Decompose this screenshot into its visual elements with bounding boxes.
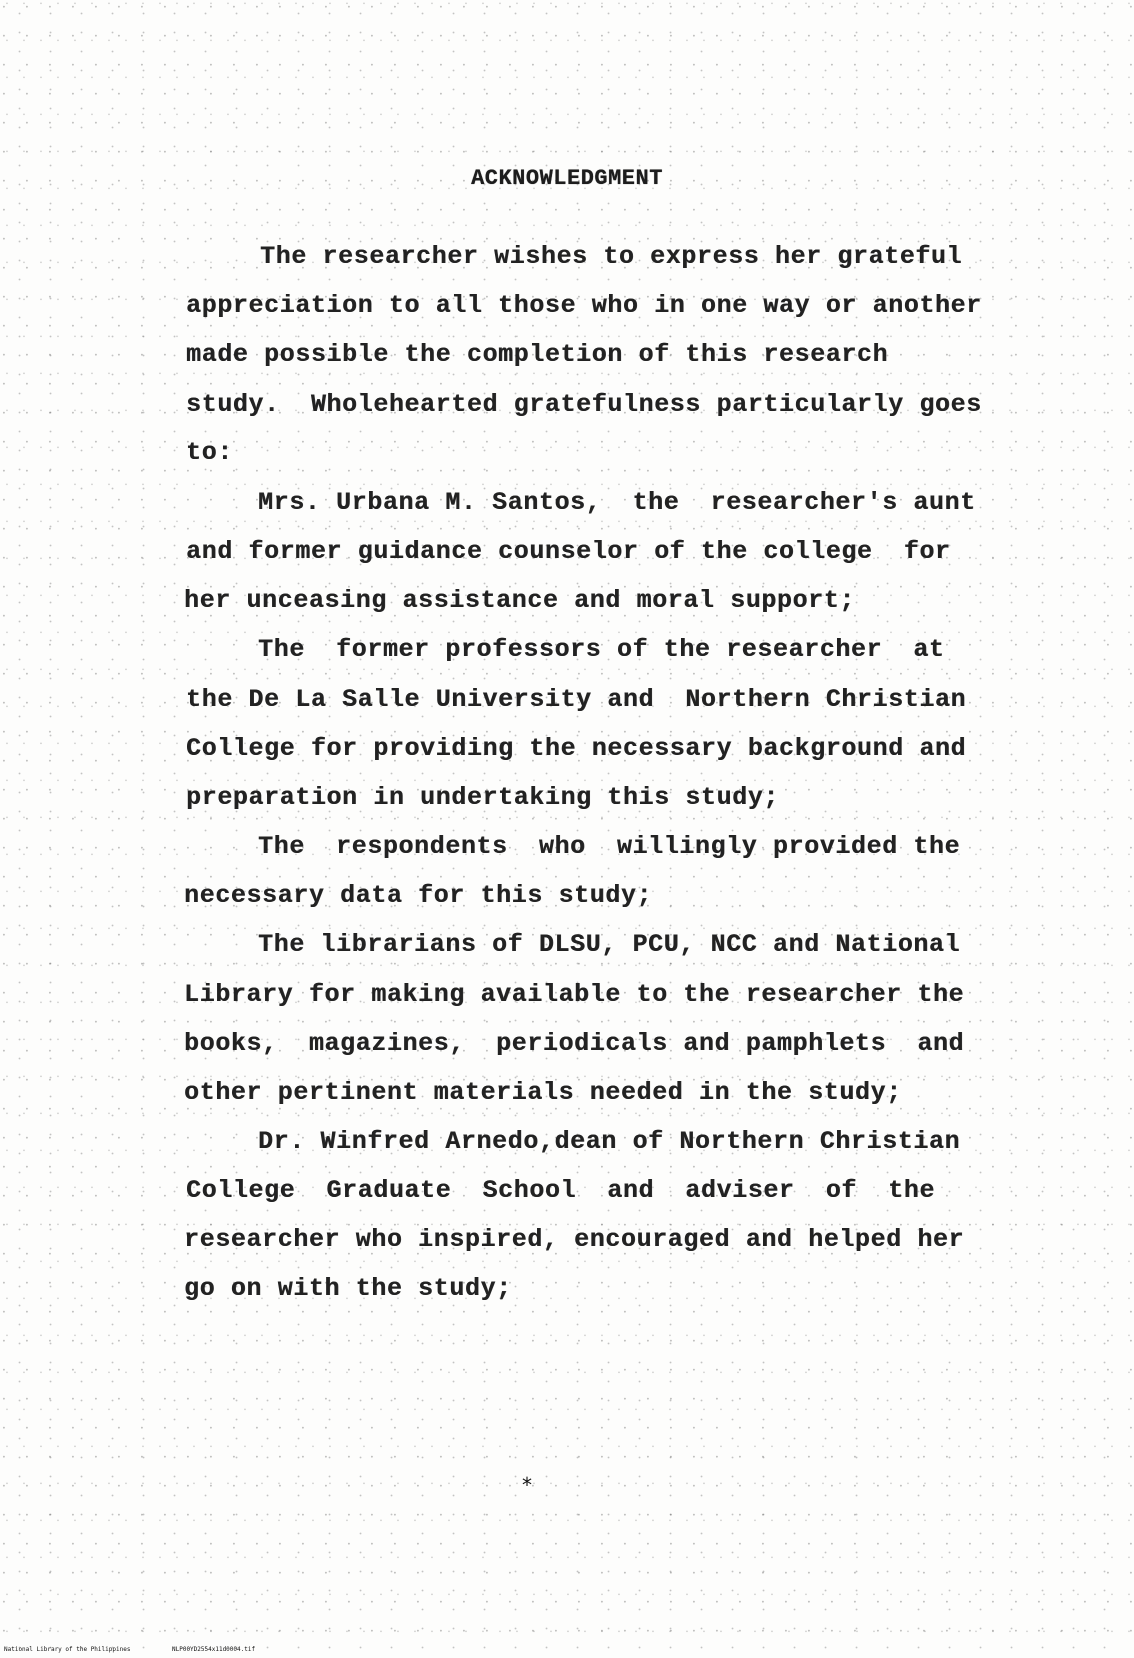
body-line: the De La Salle University and Northern Christian	[186, 685, 967, 714]
body-line: other pertinent materials needed in the study;	[184, 1078, 902, 1107]
body-line: The respondents who willingly provided the	[258, 832, 961, 861]
body-line: books, magazines, periodicals and pamphlets and	[184, 1029, 965, 1058]
body-line: The former professors of the researcher at	[258, 635, 945, 664]
body-line: preparation in undertaking this study;	[186, 783, 779, 812]
body-line: study. Wholehearted gratefulness particularly goes	[186, 390, 982, 419]
body-line: The researcher wishes to express her grateful	[260, 242, 963, 271]
body-line: The librarians of DLSU, PCU, NCC and National	[258, 930, 961, 959]
body-line: necessary data for this study;	[184, 881, 653, 910]
footer-source: National Library of the Philippines	[4, 1646, 131, 1653]
body-line: her unceasing assistance and moral support;	[184, 586, 855, 615]
body-line: researcher who inspired, encouraged and helped her	[184, 1225, 965, 1254]
footer-filename: NLP00YD2554x11d0004.tif	[172, 1646, 256, 1653]
page-title: ACKNOWLEDGMENT	[471, 166, 663, 191]
body-line: Library for making available to the researcher the	[184, 980, 965, 1009]
body-line: made possible the completion of this research	[186, 340, 889, 369]
body-line: appreciation to all those who in one way or another	[186, 291, 982, 320]
body-line: go on with the study;	[184, 1274, 512, 1303]
body-line: Dr. Winfred Arnedo,dean of Northern Christian	[258, 1127, 961, 1156]
body-line: to:	[186, 438, 233, 467]
body-line: College for providing the necessary background and	[186, 734, 967, 763]
page-mark: *	[522, 1473, 532, 1497]
body-line: and former guidance counselor of the college for	[186, 537, 951, 566]
body-line: College Graduate School and adviser of the	[186, 1176, 935, 1205]
body-line: Mrs. Urbana M. Santos, the researcher's aunt	[258, 488, 976, 517]
